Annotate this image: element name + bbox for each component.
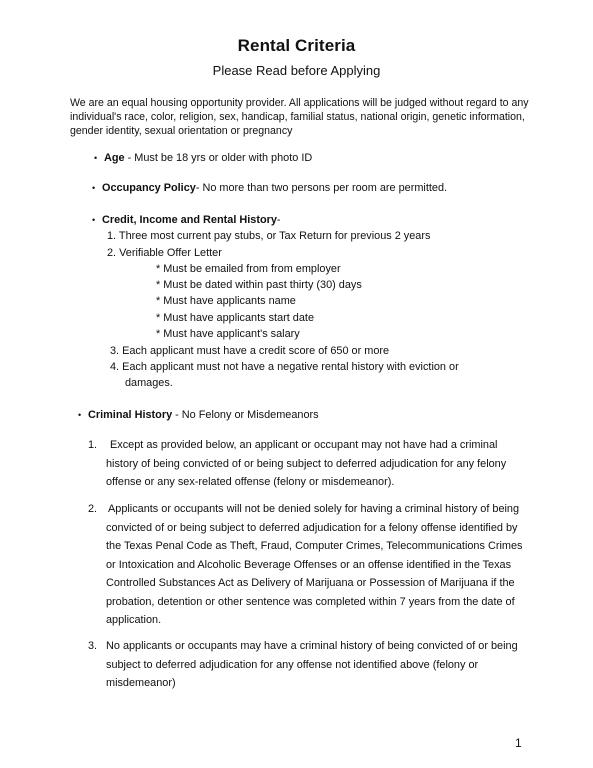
criminal-item-number: 3. (88, 640, 98, 652)
bullet-dot: • (92, 183, 96, 193)
credit-item-4: 4. Each applicant must not have a negative rental history with eviction or (110, 361, 459, 373)
offer-subitem-5: * Must have applicant's salary (156, 328, 300, 340)
page-subtitle: Please Read before Applying (212, 63, 381, 78)
criminal-item-text: Except as provided below, an applicant or occupant may not have had a criminal history of being convicted of or being subject to deferred adjudication for any felony offense or any sex-related offense (felony or misdemeanor). (106, 439, 507, 488)
bullet-criminal (78, 408, 319, 423)
credit-item-4-continued: damages. (125, 377, 173, 389)
offer-subitem-1: * Must be emailed from from employer (156, 263, 341, 275)
credit-item-1: 1. Three most current pay stubs, or Tax Return for previous 2 years (107, 230, 431, 242)
page-number: 1 (515, 736, 522, 750)
bullet-occupancy (92, 181, 447, 196)
criminal-item-text: No applicants or occupants may have a criminal history of being convicted of or being subject to deferred adjudication for any offense not identified above (felony or misdemeanor) (106, 640, 518, 689)
age-text: - Must be 18 yrs or older with photo ID (124, 152, 313, 164)
criminal-text: - No Felony or Misdemeanors (172, 409, 319, 421)
occupancy-label: Occupancy Policy (102, 182, 196, 194)
bullet-dot: • (92, 215, 96, 225)
criminal-item-number: 1. (88, 439, 98, 451)
bullet-credit (92, 213, 281, 228)
criminal-item-3 (88, 637, 528, 697)
criminal-label: Criminal History (88, 409, 173, 421)
bullet-age (94, 151, 312, 166)
credit-label: Credit, Income and Rental History (102, 214, 277, 226)
criminal-item-text: Applicants or occupants will not be denied solely for having a criminal history of being convicted of or being subject to deferred adjudication for a felony offense identified by the Texas Penal Code as Theft, Fraud, Computer Crimes, Telecommunications Crimes or Intoxication and Alcoholic Beverage Offenses or an offense identified in the Texas Controlled Substances Act as Delivery of Marijuana or Possession of Marijuana if the probation, detention or other sentence was completed within 7 years from the date of application. (106, 503, 523, 626)
credit-item-3: 3. Each applicant must have a credit score of 650 or more (110, 345, 390, 357)
offer-subitem-4: * Must have applicants start date (156, 312, 314, 324)
occupancy-text: - No more than two persons per room are permitted. (195, 182, 448, 194)
criminal-item-2 (88, 500, 528, 630)
intro-paragraph: We are an equal housing opportunity provider. All applications will be judged without regard to any individual's race, color, religion, sex, handicap, familial status, national origin, genetic information, gender identity, sexual orientation or pregnancy (70, 97, 529, 137)
age-label: Age (104, 152, 125, 164)
credit-suffix: - (276, 214, 281, 226)
offer-subitem-3: * Must have applicants name (156, 295, 296, 307)
criminal-item-number: 2. (88, 503, 98, 515)
page-title: Rental Criteria (237, 36, 356, 55)
offer-subitem-2: * Must be dated within past thirty (30) days (156, 279, 362, 291)
criminal-item-1 (88, 436, 528, 496)
credit-item-2: 2. Verifiable Offer Letter (107, 247, 222, 259)
bullet-dot: • (94, 153, 98, 163)
bullet-dot: • (78, 410, 82, 420)
